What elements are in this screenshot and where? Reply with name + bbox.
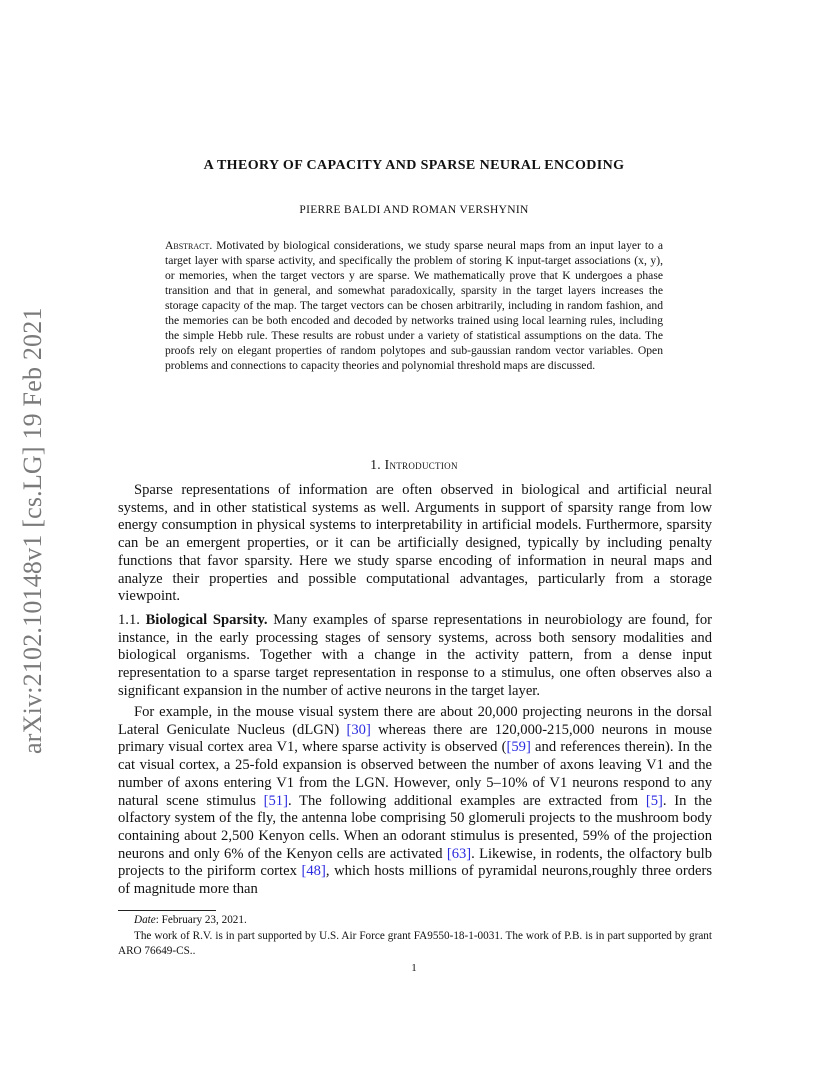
date-value: : February 23, 2021. <box>155 914 247 926</box>
subsection-title: Biological Sparsity. <box>145 612 268 628</box>
text-segment: . In the olfactory system of the fly, the antenna lobe comprising 50 glomeruli projects to the mushroom body containing about 2,500 Kenyon cells. When an odorant stimulus is presented, 59% of the projection neurons and only 6% of the Kenyon cells are activated <box>118 792 712 862</box>
text-segment: whereas there are 120,000-215,000 neurons in mouse primary visual cortex area V1, where sparse activity is observed ( <box>118 721 712 756</box>
abstract-text: Motivated by biological considerations, we study sparse neural maps from an input layer to a target layer with sparse activity, and specifically the problem of storing K input-target associations (x, y), or memories, when the target vectors y are sparse. We mathematically prove that K undergoes a phase transition and that in general, and somewhat paradoxically, sparsity in the target layers increases the storage capacity of the map. The target vectors can be chosen arbitrarily, including in random fashion, and the memories can be both encoded and decoded by networks trained using local learning rules, including the simple Hebb rule. These results are robust under a variety of statistical assumptions on the data. The proofs rely on elegant properties of random polytopes and sub-gaussian random vector variables. Open problems and connections to capacity theories and polynomial threshold maps are discussed. <box>165 239 663 372</box>
section-number: 1. <box>370 457 381 472</box>
text-segment: . Likewise, in rodents, the olfactory bulb projects to the piriform cortex <box>118 845 712 880</box>
citation-link[interactable]: [59] <box>506 739 531 756</box>
paper-title: A THEORY OF CAPACITY AND SPARSE NEURAL ENCODING <box>203 158 625 173</box>
examples-paragraph <box>118 704 712 899</box>
text-segment: For example, in the mouse visual system there are about 20,000 projecting neurons in the dorsal Lateral Geniculate Nucleus (dLGN) <box>118 704 712 738</box>
text-segment: . The following additional examples are extracted from <box>287 792 639 809</box>
citation-link[interactable]: [30] <box>346 721 371 738</box>
citation-link[interactable]: [51] <box>263 792 288 809</box>
funding-footnote: The work of R.V. is in part supported by U.S. Air Force grant FA9550-18-1-0031. The work of P.B. is in part supported by grant ARO 76649-CS.. <box>118 930 712 957</box>
abstract-heading: Abstract. <box>165 239 213 252</box>
citation-link[interactable]: [63] <box>446 845 472 862</box>
section-title: Introduction <box>384 457 458 472</box>
citation-link[interactable]: [48] <box>301 863 326 880</box>
citation-link[interactable]: [5] <box>645 792 663 809</box>
date-footnote <box>118 913 712 928</box>
footnote-divider <box>118 910 216 911</box>
section-heading <box>0 457 828 473</box>
page-number: 1 <box>411 962 417 974</box>
subsection-number: 1.1. <box>118 612 140 628</box>
arxiv-identifier: arXiv:2102.10148v1 [cs.LG] 19 Feb 2021 <box>18 307 47 754</box>
abstract <box>165 238 663 373</box>
intro-paragraph: Sparse representations of information are often observed in biological and artificial neural systems, and in other statistical systems as well. Arguments in support of sparsity range from low energy consumption in physical systems to interpretability in artificial models. Furthermore, sparsity can be an emergent properties, or it can be artificially designed, typically by including penalty functions that favor sparsity. Here we study sparse encoding of information in neural maps and analyze their properties and possible computational advantages, particularly from a storage viewpoint. <box>118 482 712 605</box>
subsection-text: Many examples of sparse representations in neurobiology are found, for instance, in the early processing stages of sensory systems, across both sensory modalities and biological organisms. Together with a change in the activity pattern, from a dense input representation to a sparse target representation in response to a stimulus, one often observes also a significant expansion in the number of active neurons in the target layer. <box>118 612 712 699</box>
subsection-paragraph <box>118 612 712 701</box>
text-segment: , which hosts millions of pyramidal neurons,roughly three orders of magnitude more than <box>118 863 713 898</box>
paper-authors: PIERRE BALDI AND ROMAN VERSHYNIN <box>299 204 529 216</box>
date-label: Date <box>134 914 156 926</box>
text-segment: and references therein). In the cat visual cortex, a 25-fold expansion is observed between the number of axons leaving V1 and the number of axons entering V1 from the LGN. However, only 5–10% of V1 neurons respond to any natural scene stimulus <box>118 739 712 809</box>
